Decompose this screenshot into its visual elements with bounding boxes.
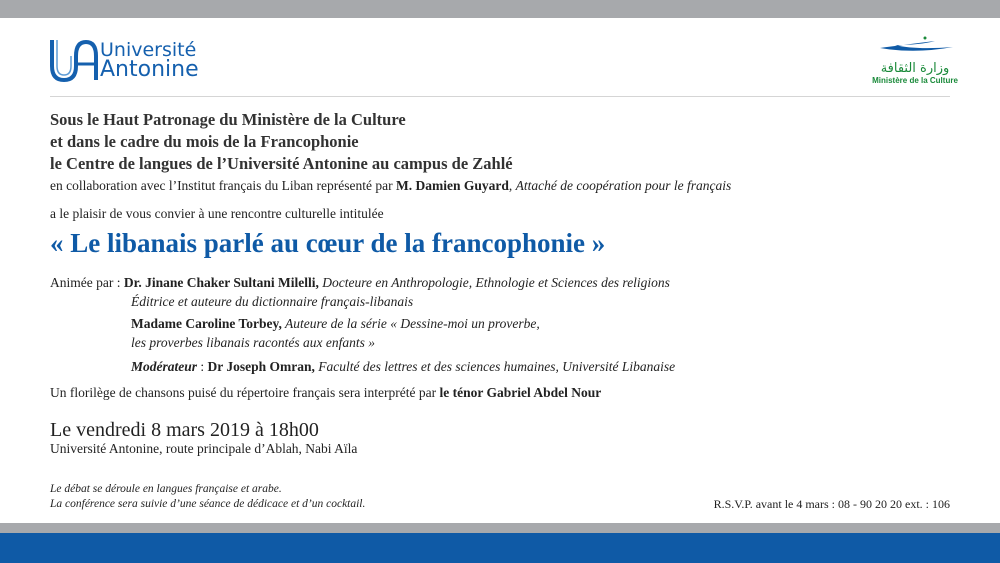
speaker-1-role-2 [131, 294, 413, 310]
note-2: La conférence sera suivie d’une séance de dédicace et d’un cocktail. [50, 498, 366, 510]
event-title: « Le libanais parlé au cœur de la francophonie » [50, 228, 606, 258]
rsvp-info: R.S.V.P. avant le 4 mars : 08 - 90 20 20 ext. : 106 [713, 497, 950, 511]
logo-text-universite: Université [100, 39, 197, 61]
universite-antonine-logo [48, 36, 199, 84]
collab-name: M. Damien Guyard [395, 178, 509, 193]
speaker-2-name: Madame Caroline Torbey, [131, 316, 282, 331]
speaker-1-role: Docteure en Anthropologie, Ethnologie et Sciences des religions [318, 275, 670, 290]
speaker-2-role: Auteure de la série « Dessine-moi un proverbe, [281, 316, 540, 331]
collab-sep: , [508, 178, 516, 193]
ministry-emblem-icon [875, 36, 955, 54]
collaboration-line [50, 178, 731, 194]
music-performer: le ténor Gabriel Abdel Nour [439, 385, 602, 400]
top-bar [0, 0, 1000, 18]
speaker-2 [131, 316, 540, 332]
speaker-2-role-2 [131, 335, 375, 351]
invitation-line: a le plaisir de vous convier à une rencontre culturelle intitulée [50, 206, 384, 221]
divider [50, 96, 950, 97]
ua-monogram-icon [48, 36, 98, 84]
bottom-gray-bar [0, 523, 1000, 533]
event-date: Le vendredi 8 mars 2019 à 18h00 [50, 419, 319, 441]
event-location: Université Antonine, route principale d’Ablah, Nabi Aïla [50, 441, 358, 456]
header-line-3: le Centre de langues de l’Université Antonine au campus de Zahlé [50, 154, 513, 173]
moderator-name: Dr Joseph Omran, [207, 359, 315, 374]
collab-role: Attaché de coopération pour le français [515, 178, 732, 193]
header-line-2: et dans le cadre du mois de la Francophonie [50, 132, 359, 151]
moderator [131, 359, 675, 375]
moderator-role: Faculté des lettres et des sciences humaines, Université Libanaise [314, 359, 676, 374]
speakers-label: Animée par : [50, 275, 124, 290]
header-line-1: Sous le Haut Patronage du Ministère de la Culture [50, 110, 406, 129]
speaker-2-role2-text: les proverbes libanais racontés aux enfants » [131, 335, 375, 350]
music-line [50, 385, 601, 401]
ministry-french-text: Ministère de la Culture [872, 76, 958, 85]
speaker-1-role2-text: Éditrice et auteure du dictionnaire français-libanais [131, 294, 414, 309]
speaker-1-name: Dr. Jinane Chaker Sultani Milelli, [123, 275, 319, 290]
ministry-logo [870, 36, 960, 85]
logo-text-antonine: Antonine [100, 57, 199, 82]
music-text: Un florilège de chansons puisé du répertoire français sera interprété par [50, 385, 440, 400]
note-1: Le débat se déroule en langues française et arabe. [50, 483, 282, 495]
bottom-blue-bar [0, 533, 1000, 563]
moderator-sep: : [197, 359, 208, 374]
speaker-1 [50, 275, 670, 291]
moderator-label: Modérateur [131, 359, 198, 374]
ministry-arabic-text: وزارة الثقافة [880, 61, 950, 76]
collab-text: en collaboration avec l’Institut français du Liban représenté par [50, 178, 396, 193]
